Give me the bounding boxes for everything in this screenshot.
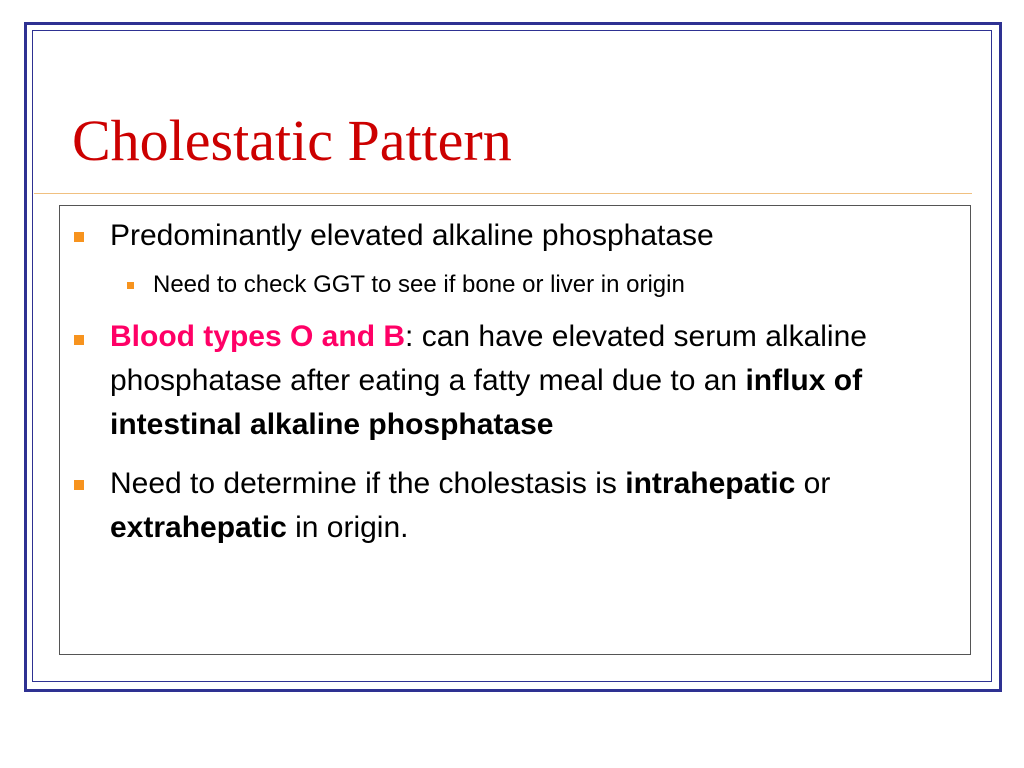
bullet-text: : can have elevated serum alkaline phosphatase after eating a fatty meal due to an <box>110 320 867 397</box>
bold-text-extrahepatic: extrahepatic <box>110 511 287 544</box>
bullet-text: in origin. <box>286 511 409 544</box>
bold-text: influx of intestinal alkaline phosphatase <box>110 364 863 441</box>
bullet-square-icon <box>74 232 84 242</box>
sub-bullet-square-icon <box>127 282 134 289</box>
bold-text-intrahepatic: intrahepatic <box>625 467 796 500</box>
highlight-text: Blood types O and B <box>110 320 406 353</box>
bullet-item-1: Predominantly elevated alkaline phosphatase <box>110 219 714 252</box>
sub-bullet-item-1: Need to check GGT to see if bone or liver in origin <box>153 271 685 298</box>
title-divider <box>34 193 972 194</box>
bullet-text: or <box>795 467 831 500</box>
bullet-square-icon <box>74 480 84 490</box>
bullet-square-icon <box>74 335 84 345</box>
slide-title: Cholestatic Pattern <box>72 108 512 173</box>
bullet-item-2 <box>110 315 960 447</box>
bullet-item-3 <box>110 462 960 550</box>
bullet-text: Need to determine if the cholestasis is <box>110 467 626 500</box>
